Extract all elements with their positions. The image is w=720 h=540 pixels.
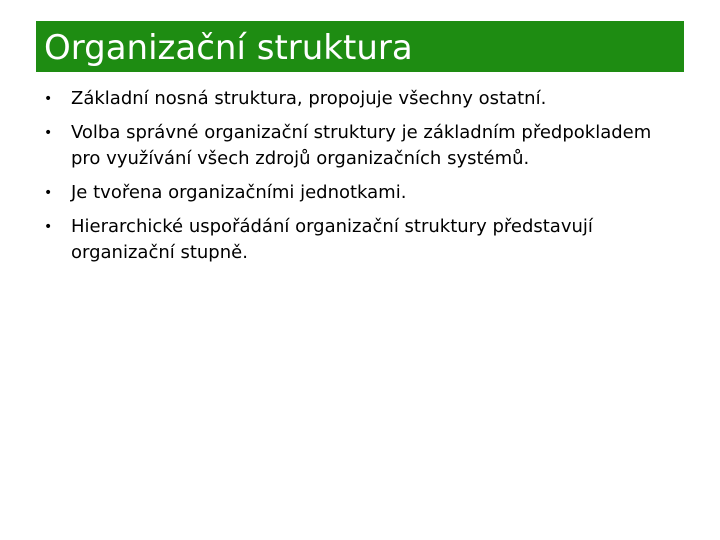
bullet-icon: • — [44, 125, 53, 141]
bullet-item — [44, 86, 684, 112]
bullet-item — [44, 214, 684, 266]
bullet-icon: • — [44, 91, 53, 107]
bullet-text: Hierarchické uspořádání organizační struktury představují organizační stupně. — [71, 216, 593, 263]
title-bar — [36, 21, 684, 72]
slide-title: Organizační struktura — [44, 27, 413, 68]
bullet-icon: • — [44, 185, 53, 201]
bullet-item — [44, 120, 684, 172]
bullet-item — [44, 180, 684, 206]
bullet-text: Volba správné organizační struktury je základním předpokladem pro využívání všech zdrojů organizačních systémů. — [71, 122, 652, 169]
bullet-text: Základní nosná struktura, propojuje všechny ostatní. — [71, 88, 547, 109]
bullet-list — [44, 86, 684, 274]
bullet-text: Je tvořena organizačními jednotkami. — [71, 182, 407, 203]
bullet-icon: • — [44, 219, 53, 235]
